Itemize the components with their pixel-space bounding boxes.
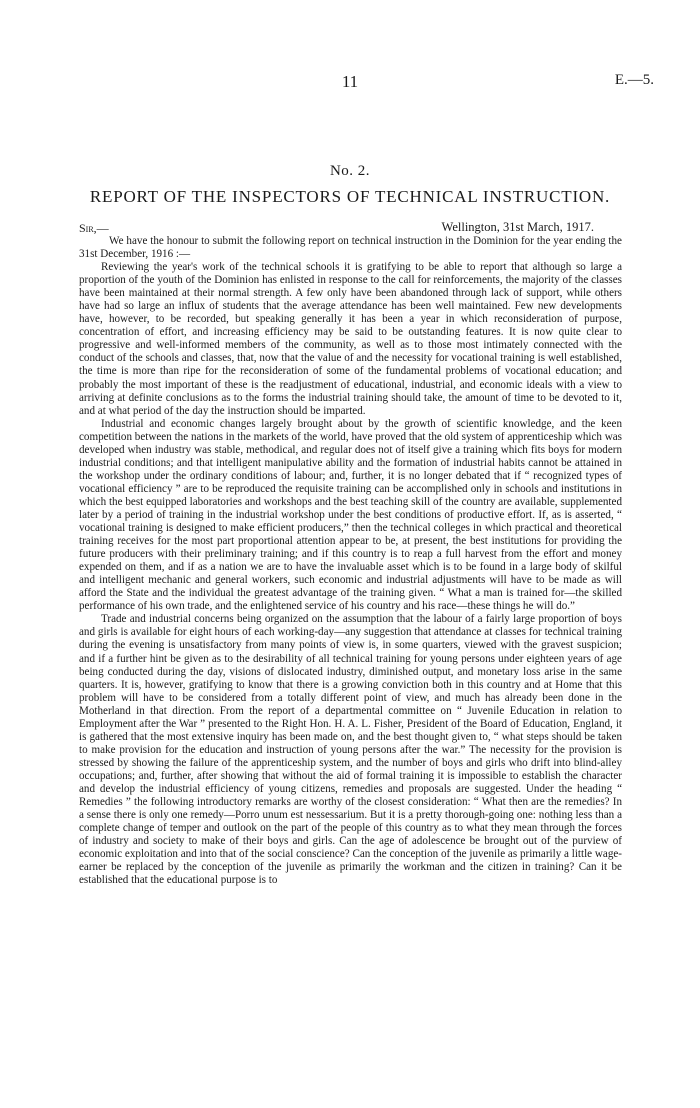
dateline: Wellington, 31st March, 1917. bbox=[441, 220, 594, 234]
paragraph-intro: We have the honour to submit the following report on technical instruction in the Dominion for the year ending the 31st December, 1916 :— bbox=[79, 235, 622, 261]
paragraph-industrial-changes: Industrial and economic changes largely brought about by the growth of scientific knowledge, and the keen competition between the nations in the markets of the world, have proved that the old system of apprenticeship which was developed when industry was stable, methodical, and regular does not of itself give a training which fits boys for modern industrial conditions; and that intelligent manipulative ability and the formation of industrial habits cannot be attained in the workshop under the ordinary conditions of labour; and, further, it is no longer debated that if “ recognized types of vocational efficiency ” are to be reproduced the requisite training can be accomplished only in schools and institutions in which the best equipped laboratories and workshops and the best teaching skill of the country are available, supplemented later by a period of training in the industrial workshop under the best conditions of productive effort. If, as is asserted, “ vocational training is designed to make efficient producers,” then the technical colleges in which practical and theoretical training receives for the most part proportional attention appear to be, at present, the best institutions for providing the future producers with their preliminary training; and if this country is to reap a full harvest from the effort and money expended on them, and if as a nation we are to have the invaluable asset which is to be found in a large body of skilful and intelligent mechanic and general workers, such economic and industrial adjustments will have to be made as will afford the State and the individual the greatest advantage of the training given. “ What a man is trained for—the skilled performance of his own trade, and the enlightened service of his country and his race—these things he will do.” bbox=[79, 417, 622, 613]
paragraph-trade-concerns: Trade and industrial concerns being organized on the assumption that the labour of a fairly large proportion of boys and girls is available for eight hours of each working-day—any suggestion that attendance at classes for technical training during the evening is unsatisfactory from many points of view is, in some quarters, viewed with the gravest suspicion; and if a further hint be given as to the desirability of all technical training for young persons under eighteen years of age being conducted during the day, visions of dislocated industry, diminished output, and monetary loss arise in the same quarters. It is, however, gratifying to know that there is a growing conviction both in this country and at Home that this problem will have to be considered from a totally different point of view, and much has already been done in the Motherland in that direction. From the report of a departmental committee on “ Juvenile Education in relation to Employment after the War ” presented to the Right Hon. H. A. L. Fisher, President of the Board of Education, England, it is gathered that the most extensive inquiry has been made on, and the best thought given to, “ what steps should be taken to make provision for the education and instruction of young persons after the war.” The necessity for the provision is stressed by showing the failure of the apprenticeship system, and the number of boys and girls who drift into blind-alley occupations; and, further, after showing that without the aid of formal training it is impossible to establish the character and develop the industrial efficiency of young citizens, remedies and proposals are suggested. Under the heading “ Remedies ” the following introductory remarks are worthy of the closest consideration: “ What then are the remedies? In a sense there is only one remedy—Porro unum est nessessarium. But it is a pretty thorough-going one: nothing less than a complete change of temper and outlook on the part of the people of this country as to what they mean through the forces of industry and society to make of their boys and girls. Can the age of adolescence be brought out of the purview of economic exploitation and into that of the social conscience? Can the conception of the juvenile as primarily a little wage-earner be replaced by the conception of the juvenile as primarily the workman and the citizen in training? Can it be established that the educational purpose is to bbox=[79, 613, 622, 887]
salutation: Sir,— bbox=[79, 221, 109, 235]
document-reference: E.—5. bbox=[614, 72, 654, 88]
page-number: 11 bbox=[341, 72, 359, 91]
report-title: REPORT OF THE INSPECTORS OF TECHNICAL INSTRUCTION. bbox=[89, 187, 611, 206]
report-number: No. 2. bbox=[329, 163, 371, 179]
paragraph-reviewing: Reviewing the year's work of the technical schools it is gratifying to be able to report that although so large a proportion of the youth of the Dominion has enlisted in response to the call for reinforcements, the majority of the classes have been maintained at their normal strength. A few only have been abandoned through lack of support, while others have had so large an influx of students that the average attendance has been well maintained. Few new developments have, however, to be recorded, but speaking generally it has been a year in which reconsideration of purpose, concentration of effort, and increasing efficiency may be said to be outstanding features. It is now quite clear to progressive and well-informed members of the community, as well as to those most intimately connected with the conduct of the schools and classes, that, now that the value of and the necessity for vocational training is well established, the time is more than ripe for the reconsideration of some of the fundamental problems of vocational education; and probably the most important of these is the readjustment of educational, industrial, and economic ideals with a view to arriving at definite conclusions as to the forms the industrial training should take, the amount of time to be devoted to it, and at what period of the day the instruction should be imparted. bbox=[79, 261, 622, 417]
report-body bbox=[79, 235, 622, 887]
